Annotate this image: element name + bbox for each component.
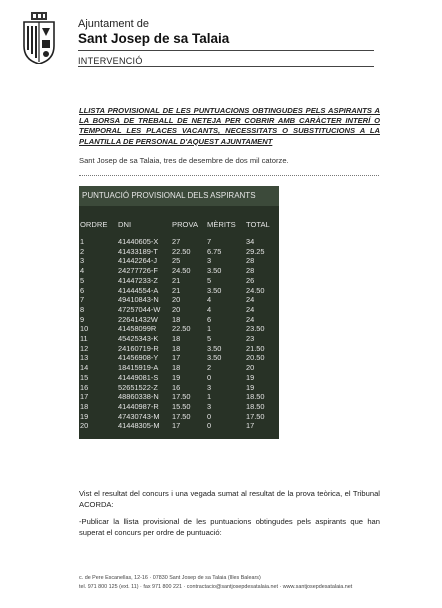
cell-total: 23 bbox=[246, 334, 255, 343]
cell-merits: 7 bbox=[207, 237, 212, 246]
cell-prova: 17.50 bbox=[172, 411, 191, 421]
cell-ordre: 9 bbox=[80, 314, 85, 324]
cell-prova: 19 bbox=[172, 372, 181, 382]
org-name-line2: Sant Josep de sa Talaia bbox=[78, 31, 230, 46]
cell-merits: 0 bbox=[207, 421, 212, 431]
cell-merits: 4 bbox=[207, 295, 212, 305]
cell-prova: 20 bbox=[172, 304, 181, 314]
table-row bbox=[79, 421, 279, 431]
cell-ordre: 6 bbox=[80, 285, 85, 295]
cell-dni: 18415919-A bbox=[118, 363, 159, 373]
column-header-total: TOTAL bbox=[246, 220, 270, 229]
cell-total: 20.50 bbox=[246, 353, 265, 363]
cell-merits: 3 bbox=[207, 401, 212, 411]
cell-dni: 41448305-M bbox=[118, 421, 160, 431]
cell-total: 24 bbox=[246, 314, 255, 324]
table-row bbox=[79, 392, 279, 402]
cell-merits: 3.50 bbox=[207, 285, 222, 295]
dotted-separator bbox=[79, 175, 379, 176]
footer-contact: tel. 971 800 125 (ext. 11) · fax 971 800 221 · contractacio@santjosepdesatalaia.net · www.santjosepdesatalaia.net bbox=[79, 584, 353, 590]
cell-merits: 3.50 bbox=[207, 266, 222, 276]
cell-prova: 17 bbox=[172, 421, 181, 431]
cell-prova: 18 bbox=[172, 363, 181, 373]
footer-address: c. de Pere Escanellas, 12-16 · 07830 Sant Josep de sa Talaia (Illes Balears) bbox=[79, 575, 261, 581]
cell-merits: 1 bbox=[207, 324, 212, 334]
cell-merits: 0 bbox=[207, 372, 212, 382]
cell-total: 17 bbox=[246, 421, 255, 431]
cell-ordre: 10 bbox=[80, 324, 89, 334]
cell-dni: 41444554-A bbox=[118, 285, 159, 295]
header-divider-bottom bbox=[78, 66, 374, 67]
cell-prova: 27 bbox=[172, 237, 181, 246]
cell-total: 24 bbox=[246, 295, 255, 305]
table-row bbox=[79, 353, 279, 363]
cell-ordre: 16 bbox=[80, 382, 89, 392]
cell-prova: 17 bbox=[172, 353, 181, 363]
cell-merits: 3.50 bbox=[207, 343, 222, 353]
table-row bbox=[79, 373, 279, 383]
cell-merits: 4 bbox=[207, 304, 212, 314]
table-row bbox=[79, 402, 279, 412]
cell-ordre: 17 bbox=[80, 392, 89, 402]
cell-dni: 41433189-T bbox=[118, 246, 158, 256]
table-row bbox=[79, 324, 279, 334]
department-name: INTERVENCIÓ bbox=[78, 56, 143, 66]
cell-merits: 3 bbox=[207, 382, 212, 392]
cell-ordre: 18 bbox=[80, 401, 89, 411]
column-header-prova: PROVA bbox=[172, 220, 199, 229]
cell-prova: 20 bbox=[172, 295, 181, 305]
cell-merits: 3 bbox=[207, 256, 212, 266]
cell-dni: 49410843-N bbox=[118, 295, 159, 305]
cell-ordre: 14 bbox=[80, 363, 89, 373]
cell-dni: 22641432W bbox=[118, 314, 158, 324]
table-row bbox=[79, 383, 279, 393]
column-header-merits: MÈRITS bbox=[207, 220, 236, 229]
table-row bbox=[79, 295, 279, 305]
cell-dni: 47257044-W bbox=[118, 304, 161, 314]
cell-ordre: 11 bbox=[80, 334, 88, 343]
table-header-row bbox=[79, 220, 279, 230]
cell-merits: 6 bbox=[207, 314, 212, 324]
header-divider-top bbox=[78, 50, 374, 51]
cell-merits: 2 bbox=[207, 363, 212, 373]
table-row bbox=[79, 276, 279, 286]
cell-dni: 41456908-Y bbox=[118, 353, 159, 363]
table-row bbox=[79, 344, 279, 354]
cell-ordre: 2 bbox=[80, 246, 85, 256]
cell-total: 34 bbox=[246, 237, 255, 246]
cell-ordre: 13 bbox=[80, 353, 89, 363]
table-row bbox=[79, 334, 279, 344]
cell-total: 18.50 bbox=[246, 401, 265, 411]
cell-prova: 21 bbox=[172, 285, 181, 295]
table-row bbox=[79, 305, 279, 315]
date-line: Sant Josep de sa Talaia, tres de desembre de dos mil catorze. bbox=[79, 156, 289, 165]
cell-prova: 15.50 bbox=[172, 401, 191, 411]
cell-ordre: 12 bbox=[80, 343, 89, 353]
table-row bbox=[79, 363, 279, 373]
cell-total: 18.50 bbox=[246, 392, 265, 402]
cell-total: 19 bbox=[246, 382, 255, 392]
cell-ordre: 1 bbox=[80, 237, 85, 246]
cell-prova: 22.50 bbox=[172, 246, 191, 256]
cell-total: 23.50 bbox=[246, 324, 265, 334]
cell-total: 21.50 bbox=[246, 343, 265, 353]
cell-ordre: 19 bbox=[80, 411, 89, 421]
cell-merits: 6.75 bbox=[207, 246, 222, 256]
cell-prova: 24.50 bbox=[172, 266, 191, 276]
cell-merits: 1 bbox=[207, 392, 212, 402]
scores-table-title: PUNTUACIÓ PROVISIONAL DELS ASPIRANTS bbox=[82, 191, 256, 200]
cell-dni: 41458099R bbox=[118, 324, 157, 334]
cell-total: 24.50 bbox=[246, 285, 265, 295]
cell-merits: 5 bbox=[207, 275, 212, 285]
table-row bbox=[79, 315, 279, 325]
cell-dni: 41440605-X bbox=[118, 237, 159, 246]
cell-total: 28 bbox=[246, 266, 255, 276]
cell-merits: 3.50 bbox=[207, 353, 222, 363]
cell-dni: 41442264-J bbox=[118, 256, 158, 266]
column-header-ordre: ORDRE bbox=[80, 220, 108, 229]
cell-merits: 5 bbox=[207, 334, 212, 343]
cell-dni: 47430743-M bbox=[118, 411, 160, 421]
table-row bbox=[79, 237, 279, 247]
cell-total: 28 bbox=[246, 256, 255, 266]
cell-prova: 25 bbox=[172, 256, 181, 266]
cell-total: 17.50 bbox=[246, 411, 265, 421]
cell-dni: 41447233-Z bbox=[118, 275, 158, 285]
cell-dni: 24277726-F bbox=[118, 266, 158, 276]
cell-dni: 41449081-S bbox=[118, 372, 159, 382]
cell-total: 24 bbox=[246, 304, 255, 314]
cell-prova: 18 bbox=[172, 343, 181, 353]
cell-prova: 22.50 bbox=[172, 324, 191, 334]
cell-prova: 17.50 bbox=[172, 392, 191, 402]
cell-prova: 21 bbox=[172, 275, 181, 285]
org-name-line1: Ajuntament de bbox=[78, 18, 149, 30]
cell-prova: 18 bbox=[172, 334, 181, 343]
table-row bbox=[79, 286, 279, 296]
cell-prova: 16 bbox=[172, 382, 181, 392]
column-header-dni: DNI bbox=[118, 220, 132, 229]
cell-total: 26 bbox=[246, 275, 255, 285]
table-row bbox=[79, 247, 279, 257]
cell-ordre: 20 bbox=[80, 421, 89, 431]
table-row bbox=[79, 412, 279, 422]
cell-merits: 0 bbox=[207, 411, 212, 421]
document-title: LLISTA PROVISIONAL DE LES PUNTUACIONS OBTINGUDES PELS ASPIRANTS A LA BORSA DE TREBALL DE NETEJA PER COBRIR AMB CARÀCTER INTERÍ O TEMPORAL LES PLACES VACANTS, NECESSITATS O SUBSTITUCIONS A LA PLANTILLA DE PERSONAL D'AQUEST AJUNTAMENT bbox=[79, 106, 380, 146]
cell-dni: 24160719-R bbox=[118, 343, 159, 353]
table-row bbox=[79, 266, 279, 276]
cell-total: 20 bbox=[246, 363, 255, 373]
cell-dni: 41440987-R bbox=[118, 401, 159, 411]
cell-dni: 48860338-N bbox=[118, 392, 159, 402]
cell-ordre: 5 bbox=[80, 275, 85, 285]
body-paragraph-2: -Publicar la llista provisional de les puntuacions obtingudes pels aspirants que han superat el concurs per ordre de puntuació: bbox=[79, 517, 380, 537]
cell-total: 19 bbox=[246, 372, 255, 382]
table-row bbox=[79, 256, 279, 266]
cell-ordre: 8 bbox=[80, 304, 85, 314]
coat-of-arms-logo bbox=[22, 12, 56, 64]
cell-ordre: 15 bbox=[80, 372, 89, 382]
cell-dni: 52651522-Z bbox=[118, 382, 158, 392]
cell-ordre: 7 bbox=[80, 295, 85, 305]
body-paragraph-1: Vist el resultat del concurs i una vegada sumat al resultat de la prova teòrica, el Tribunal ACORDA: bbox=[79, 489, 380, 509]
cell-ordre: 4 bbox=[80, 266, 85, 276]
cell-ordre: 3 bbox=[80, 256, 85, 266]
cell-prova: 18 bbox=[172, 314, 181, 324]
cell-dni: 45425343-K bbox=[118, 334, 159, 343]
cell-total: 29.25 bbox=[246, 246, 265, 256]
